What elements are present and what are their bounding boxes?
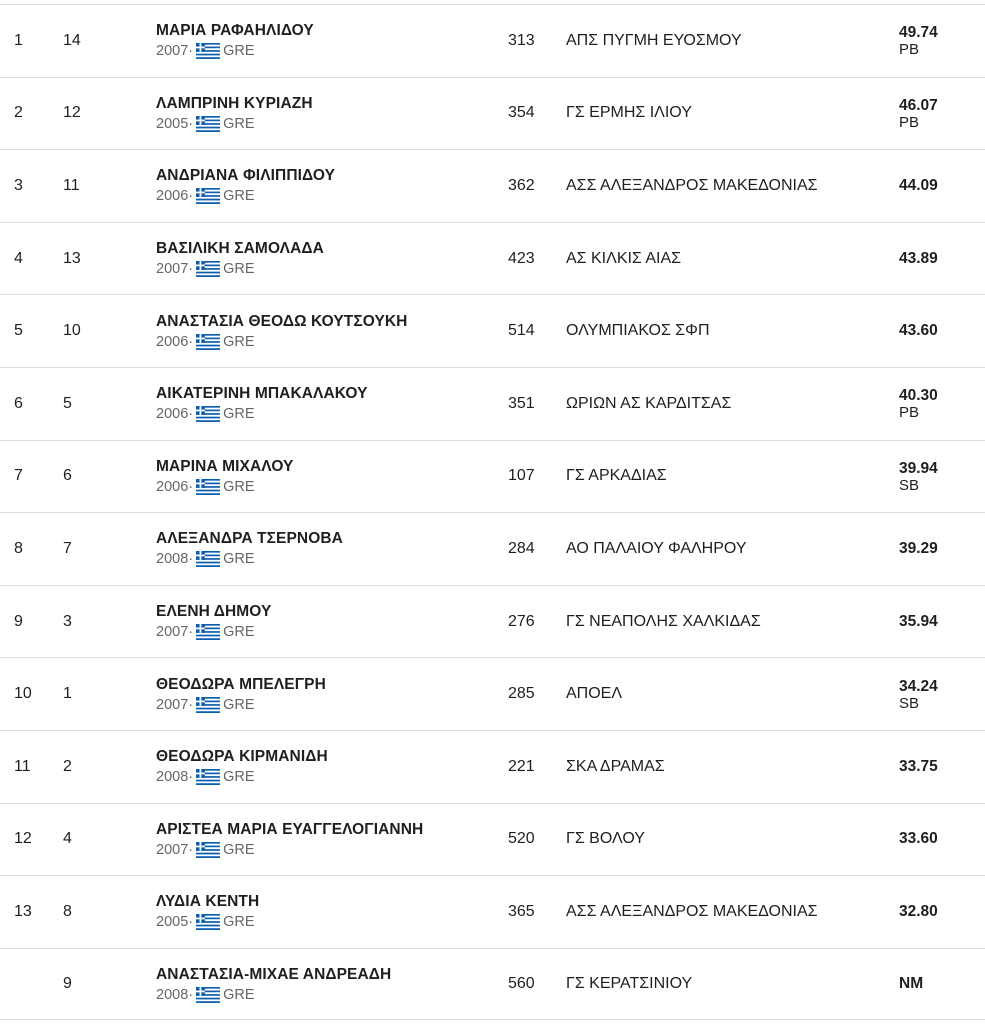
result-row[interactable] xyxy=(0,730,985,803)
bib-number: 9 xyxy=(63,975,72,993)
athlete-info xyxy=(156,731,328,803)
mark-note: PB xyxy=(899,113,920,131)
athlete-name[interactable]: ΜΑΡΙΑ ΡΑΦΑΗΛΙΔΟΥ xyxy=(156,22,314,40)
athlete-name[interactable]: ΑΛΕΞΑΝΔΡΑ ΤΣΕΡΝΟΒΑ xyxy=(156,530,343,548)
registration-number: 221 xyxy=(508,757,535,775)
athlete-info xyxy=(156,804,423,876)
meta-separator: · xyxy=(188,841,194,858)
mark-value: 34.24 xyxy=(899,677,938,695)
mark-value: 44.09 xyxy=(899,176,938,194)
mark-note: SB xyxy=(899,476,920,494)
athlete-info xyxy=(156,368,368,440)
greece-flag-icon xyxy=(196,769,220,785)
rank: 4 xyxy=(14,249,23,267)
bib-number: 11 xyxy=(63,176,80,194)
birth-year: 2007 xyxy=(156,624,189,641)
athlete-meta xyxy=(156,43,255,59)
mark-value: 40.30 xyxy=(899,387,938,405)
meta-separator: · xyxy=(188,986,194,1003)
registration-number: 560 xyxy=(508,975,535,993)
country-code: GRE xyxy=(223,478,255,495)
mark-note: SB xyxy=(899,694,920,712)
athlete-meta xyxy=(156,188,255,204)
club-name: ΓΣ ΒΟΛΟΥ xyxy=(566,830,645,848)
meta-separator: · xyxy=(188,769,194,786)
result-row[interactable] xyxy=(0,367,985,440)
athlete-meta xyxy=(156,697,255,713)
athlete-name[interactable]: ΒΑΣΙΛΙΚΗ ΣΑΜΟΛΑΔΑ xyxy=(156,240,324,258)
mark-value: 39.94 xyxy=(899,459,938,477)
greece-flag-icon xyxy=(196,261,220,277)
greece-flag-icon xyxy=(196,842,220,858)
birth-year: 2006 xyxy=(156,478,189,495)
greece-flag-icon xyxy=(196,479,220,495)
registration-number: 354 xyxy=(508,104,535,122)
result-row[interactable] xyxy=(0,77,985,150)
mark xyxy=(899,513,938,585)
rank: 1 xyxy=(14,31,23,49)
athlete-name[interactable]: ΑΝΑΣΤΑΣΙΑ-ΜΙΧΑΕ ΑΝΔΡΕΑΔΗ xyxy=(156,965,392,983)
club-name: ΓΣ ΚΕΡΑΤΣΙΝΙΟΥ xyxy=(566,975,693,993)
birth-year: 2005 xyxy=(156,914,189,931)
result-row[interactable] xyxy=(0,803,985,876)
rank: 13 xyxy=(14,902,32,920)
mark-value: NM xyxy=(899,975,924,993)
bib-number: 6 xyxy=(63,467,72,485)
athlete-meta xyxy=(156,624,255,640)
mark-value: 33.60 xyxy=(899,830,938,848)
country-code: GRE xyxy=(223,914,255,931)
athlete-meta xyxy=(156,261,255,277)
registration-number: 365 xyxy=(508,902,535,920)
meta-separator: · xyxy=(188,43,194,60)
mark-note: PB xyxy=(899,41,920,59)
mark xyxy=(899,658,938,730)
country-code: GRE xyxy=(223,696,255,713)
athlete-name[interactable]: ΑΝΔΡΙΑΝΑ ΦΙΛΙΠΠΙΔΟΥ xyxy=(156,167,336,185)
country-code: GRE xyxy=(223,188,255,205)
bib-number: 14 xyxy=(63,31,81,49)
registration-number: 285 xyxy=(508,685,535,703)
athlete-meta xyxy=(156,842,255,858)
mark xyxy=(899,949,923,1020)
result-row[interactable] xyxy=(0,585,985,658)
country-code: GRE xyxy=(223,261,255,278)
bib-number: 3 xyxy=(63,612,72,630)
rank: 2 xyxy=(14,104,23,122)
athlete-info xyxy=(156,876,259,948)
mark xyxy=(899,5,938,77)
mark-value: 46.07 xyxy=(899,96,938,114)
result-row[interactable] xyxy=(0,294,985,367)
mark xyxy=(899,731,938,803)
mark xyxy=(899,441,938,513)
mark xyxy=(899,78,938,150)
club-name: ΑΣ ΚΙΛΚΙΣ ΑΙΑΣ xyxy=(566,249,682,267)
registration-number: 276 xyxy=(508,612,535,630)
registration-number: 351 xyxy=(508,394,535,412)
birth-year: 2008 xyxy=(156,769,189,786)
mark-value: 43.89 xyxy=(899,249,938,267)
registration-number: 107 xyxy=(508,467,535,485)
athlete-name[interactable]: ΛΥΔΙΑ ΚΕΝΤΗ xyxy=(156,893,260,911)
athlete-name[interactable]: ΑΝΑΣΤΑΣΙΑ ΘΕΟΔΩ ΚΟΥΤΣΟΥΚΗ xyxy=(156,312,408,330)
meta-separator: · xyxy=(188,115,194,132)
birth-year: 2007 xyxy=(156,43,189,60)
country-code: GRE xyxy=(223,115,255,132)
rank: 3 xyxy=(14,176,23,194)
mark xyxy=(899,150,938,222)
club-name: ΓΣ ΕΡΜΗΣ ΙΛΙΟΥ xyxy=(566,104,692,122)
birth-year: 2008 xyxy=(156,551,189,568)
athlete-info xyxy=(156,5,314,77)
registration-number: 362 xyxy=(508,176,535,194)
greece-flag-icon xyxy=(196,43,220,59)
meta-separator: · xyxy=(188,624,194,641)
country-code: GRE xyxy=(223,769,255,786)
club-name: ΩΡΙΩΝ ΑΣ ΚΑΡΔΙΤΣΑΣ xyxy=(566,394,732,412)
country-code: GRE xyxy=(223,406,255,423)
birth-year: 2006 xyxy=(156,406,189,423)
bib-number: 7 xyxy=(63,539,72,557)
athlete-meta xyxy=(156,406,255,422)
birth-year: 2005 xyxy=(156,115,189,132)
mark-value: 39.29 xyxy=(899,539,938,557)
country-code: GRE xyxy=(223,551,255,568)
birth-year: 2008 xyxy=(156,986,189,1003)
greece-flag-icon xyxy=(196,188,220,204)
club-name: ΑΠΣ ΠΥΓΜΗ ΕΥΟΣΜΟΥ xyxy=(566,31,742,49)
bib-number: 1 xyxy=(63,685,72,703)
athlete-name[interactable]: ΘΕΟΔΩΡΑ ΚΙΡΜΑΝΙΔΗ xyxy=(156,748,328,766)
club-name: ΑΣΣ ΑΛΕΞΑΝΔΡΟΣ ΜΑΚΕΔΟΝΙΑΣ xyxy=(566,176,818,194)
meta-separator: · xyxy=(188,406,194,423)
registration-number: 423 xyxy=(508,249,535,267)
registration-number: 313 xyxy=(508,31,535,49)
rank: 10 xyxy=(14,685,32,703)
birth-year: 2006 xyxy=(156,333,189,350)
rank: 7 xyxy=(14,467,23,485)
greece-flag-icon xyxy=(196,116,220,132)
greece-flag-icon xyxy=(196,551,220,567)
result-row[interactable] xyxy=(0,149,985,222)
bib-number: 12 xyxy=(63,104,81,122)
greece-flag-icon xyxy=(196,914,220,930)
club-name: ΟΛΥΜΠΙΑΚΟΣ ΣΦΠ xyxy=(566,322,710,340)
mark xyxy=(899,295,938,367)
athlete-name[interactable]: ΑΙΚΑΤΕΡΙΝΗ ΜΠΑΚΑΛΑΚΟΥ xyxy=(156,385,368,403)
birth-year: 2007 xyxy=(156,696,189,713)
greece-flag-icon xyxy=(196,987,220,1003)
result-row[interactable] xyxy=(0,657,985,730)
meta-separator: · xyxy=(188,188,194,205)
athlete-meta xyxy=(156,769,255,785)
mark xyxy=(899,223,938,295)
country-code: GRE xyxy=(223,624,255,641)
meta-separator: · xyxy=(188,333,194,350)
club-name: ΑΣΣ ΑΛΕΞΑΝΔΡΟΣ ΜΑΚΕΔΟΝΙΑΣ xyxy=(566,902,818,920)
meta-separator: · xyxy=(188,696,194,713)
athlete-info xyxy=(156,949,391,1020)
athlete-name[interactable]: ΑΡΙΣΤΕΑ ΜΑΡΙΑ ΕΥΑΓΓΕΛΟΓΙΑΝΝΗ xyxy=(156,820,424,838)
meta-separator: · xyxy=(188,261,194,278)
mark-note: PB xyxy=(899,404,920,422)
mark xyxy=(899,368,938,440)
registration-number: 514 xyxy=(508,322,535,340)
club-name: ΓΣ ΑΡΚΑΔΙΑΣ xyxy=(566,467,667,485)
athlete-meta xyxy=(156,914,255,930)
result-row[interactable] xyxy=(0,948,985,1021)
country-code: GRE xyxy=(223,43,255,60)
country-code: GRE xyxy=(223,841,255,858)
registration-number: 284 xyxy=(508,539,535,557)
mark-value: 33.75 xyxy=(899,757,938,775)
athlete-info xyxy=(156,658,326,730)
athlete-name[interactable]: ΕΛΕΝΗ ΔΗΜΟΥ xyxy=(156,603,272,621)
club-name: ΓΣ ΝΕΑΠΟΛΗΣ ΧΑΛΚΙΔΑΣ xyxy=(566,612,761,630)
bib-number: 2 xyxy=(63,757,72,775)
athlete-info xyxy=(156,295,407,367)
registration-number: 520 xyxy=(508,830,535,848)
athlete-meta xyxy=(156,551,255,567)
greece-flag-icon xyxy=(196,334,220,350)
results-list xyxy=(0,4,985,1020)
rank: 5 xyxy=(14,322,23,340)
mark-value: 49.74 xyxy=(899,24,938,42)
mark-value: 32.80 xyxy=(899,902,938,920)
bib-number: 13 xyxy=(63,249,81,267)
mark xyxy=(899,804,938,876)
athlete-name[interactable]: ΘΕΟΔΩΡΑ ΜΠΕΛΕΓΡΗ xyxy=(156,675,326,693)
athlete-info xyxy=(156,586,271,658)
rank: 12 xyxy=(14,830,32,848)
result-row[interactable] xyxy=(0,4,985,77)
athlete-meta xyxy=(156,479,255,495)
greece-flag-icon xyxy=(196,406,220,422)
meta-separator: · xyxy=(188,478,194,495)
rank: 6 xyxy=(14,394,23,412)
result-row[interactable] xyxy=(0,222,985,295)
athlete-meta xyxy=(156,116,255,132)
meta-separator: · xyxy=(188,551,194,568)
country-code: GRE xyxy=(223,986,255,1003)
club-name: ΑΟ ΠΑΛΑΙΟΥ ΦΑΛΗΡΟΥ xyxy=(566,539,747,557)
athlete-name[interactable]: ΛΑΜΠΡΙΝΗ ΚΥΡΙΑΖΗ xyxy=(156,94,313,112)
athlete-info xyxy=(156,150,335,222)
country-code: GRE xyxy=(223,333,255,350)
club-name: ΑΠΟΕΛ xyxy=(566,685,623,703)
mark-value: 43.60 xyxy=(899,322,938,340)
athlete-info xyxy=(156,513,343,585)
athlete-meta xyxy=(156,334,255,350)
greece-flag-icon xyxy=(196,697,220,713)
result-row[interactable] xyxy=(0,440,985,513)
result-row[interactable] xyxy=(0,875,985,948)
result-row[interactable] xyxy=(0,512,985,585)
bib-number: 10 xyxy=(63,322,81,340)
greece-flag-icon xyxy=(196,624,220,640)
birth-year: 2007 xyxy=(156,841,189,858)
mark xyxy=(899,586,938,658)
mark-value: 35.94 xyxy=(899,612,938,630)
rank: 8 xyxy=(14,539,23,557)
birth-year: 2007 xyxy=(156,261,189,278)
meta-separator: · xyxy=(188,914,194,931)
rank: 9 xyxy=(14,612,23,630)
mark xyxy=(899,876,938,948)
athlete-meta xyxy=(156,987,255,1003)
club-name: ΣΚΑ ΔΡΑΜΑΣ xyxy=(566,757,665,775)
athlete-name[interactable]: ΜΑΡΙΝΑ ΜΙΧΑΛΟΥ xyxy=(156,457,294,475)
athlete-info xyxy=(156,78,313,150)
athlete-info xyxy=(156,441,293,513)
rank: 11 xyxy=(14,757,31,775)
bib-number: 4 xyxy=(63,830,72,848)
bib-number: 8 xyxy=(63,902,72,920)
bib-number: 5 xyxy=(63,394,72,412)
athlete-info xyxy=(156,223,324,295)
birth-year: 2006 xyxy=(156,188,189,205)
